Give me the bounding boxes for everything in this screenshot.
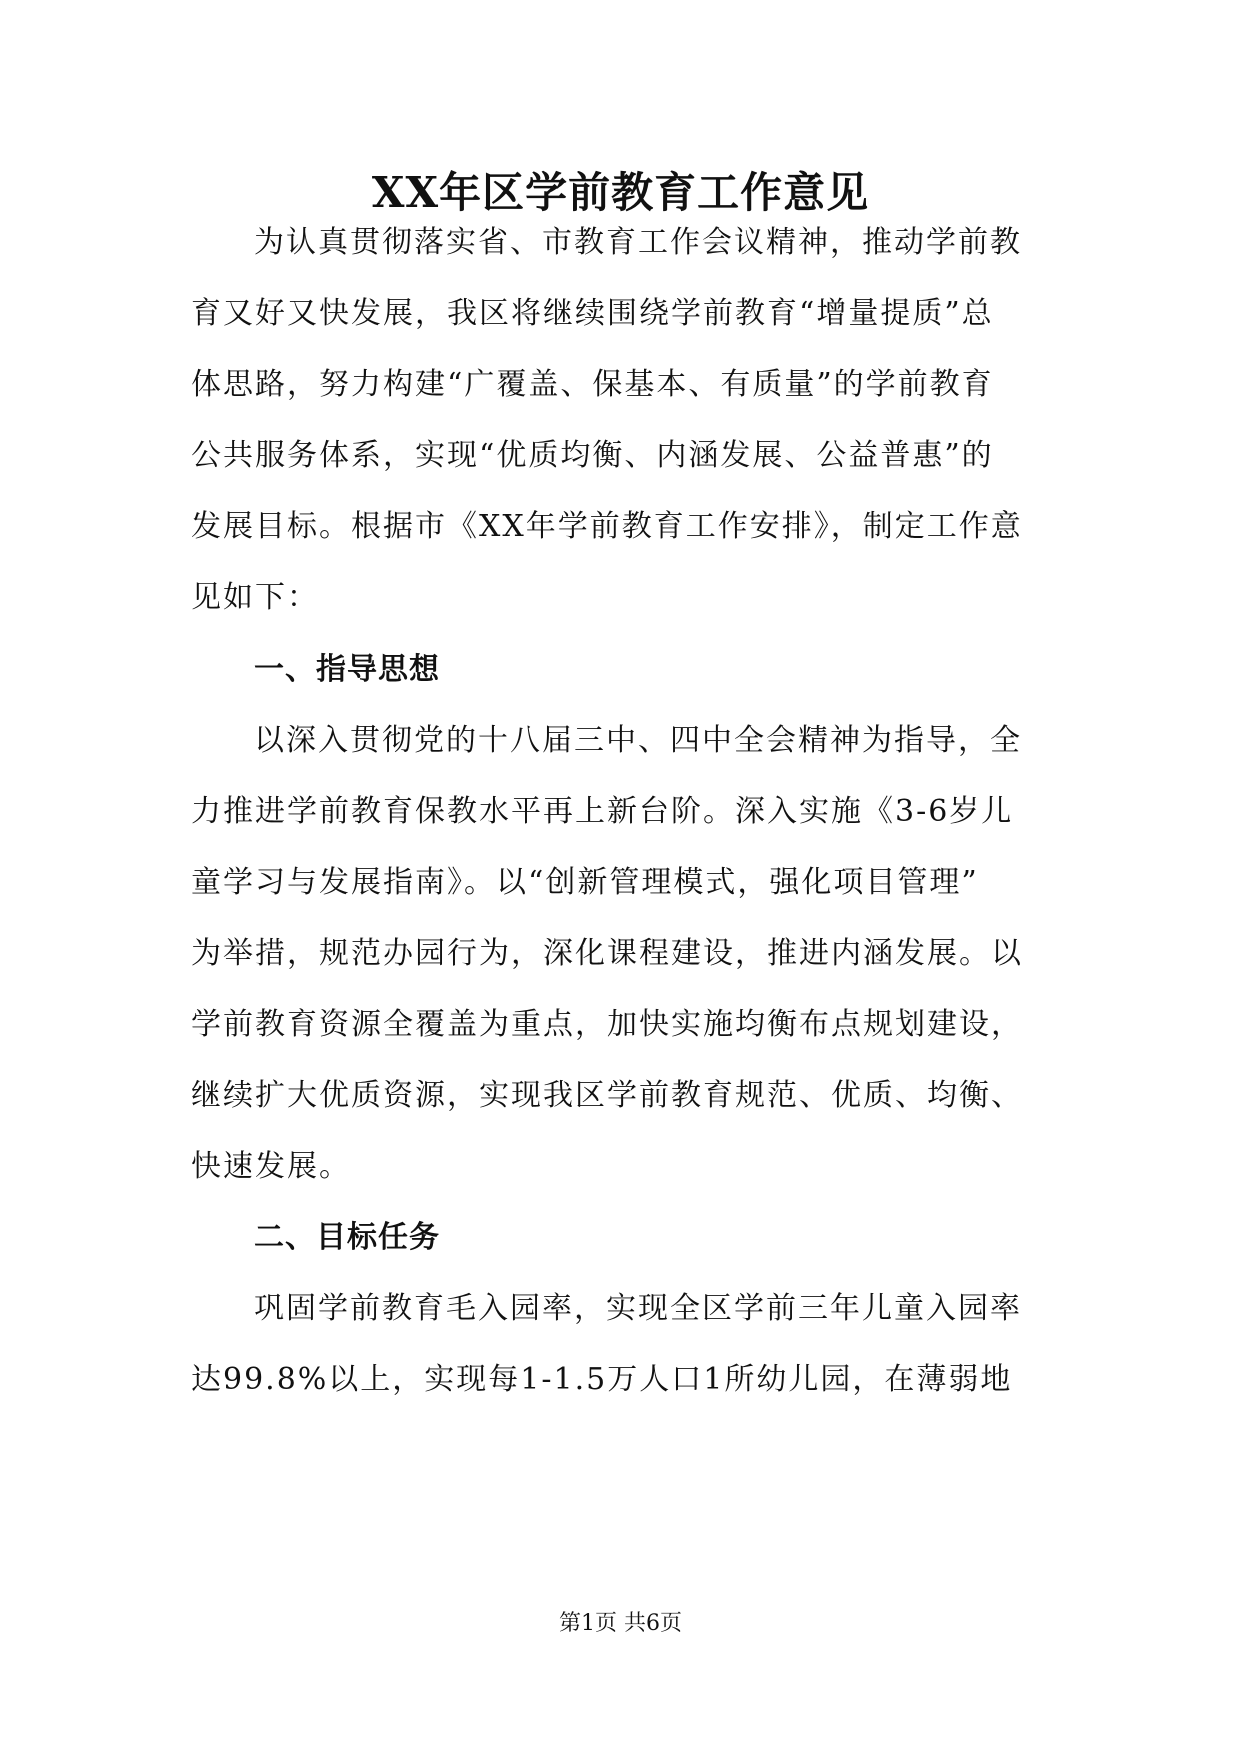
- section1-line-3: 童学习与发展指南》。以“创新管理模式，强化项目管理”: [191, 865, 979, 900]
- intro-line-6: 见如下：: [191, 580, 319, 615]
- section1-line-4: 为举措，规范办园行为，深化课程建设，推进内涵发展。以: [191, 936, 1023, 971]
- document-title: XX年区学前教育工作意见: [371, 168, 870, 217]
- intro-line-4: 公共服务体系，实现“优质均衡、内涵发展、公益普惠”的: [191, 438, 994, 473]
- page-footer: 第1页 共6页: [559, 1611, 682, 1636]
- intro-line-3: 体思路，努力构建“广覆盖、保基本、有质量”的学前教育: [191, 367, 994, 402]
- section1-line-1: 以深入贯彻党的十八届三中、四中全会精神为指导，全: [254, 723, 1022, 758]
- intro-line-5: 发展目标。根据市《XX年学前教育工作安排》，制定工作意: [191, 509, 1023, 544]
- section2-line-1: 巩固学前教育毛入园率，实现全区学前三年儿童入园率: [254, 1291, 1022, 1326]
- section2-line-2: 达99.8%以上，实现每1-1.5万人口1所幼儿园，在薄弱地: [191, 1362, 1013, 1397]
- section1-line-2: 力推进学前教育保教水平再上新台阶。深入实施《3-6岁儿: [191, 794, 1014, 829]
- section1-line-7: 快速发展。: [191, 1149, 351, 1184]
- intro-line-1: 为认真贯彻落实省、市教育工作会议精神，推动学前教: [254, 225, 1022, 260]
- intro-line-2: 育又好又快发展，我区将继续围绕学前教育“增量提质”总: [191, 296, 994, 331]
- section1-line-5: 学前教育资源全覆盖为重点，加快实施均衡布点规划建设，: [191, 1007, 1023, 1042]
- section1-line-6: 继续扩大优质资源，实现我区学前教育规范、优质、均衡、: [191, 1078, 1023, 1113]
- section-heading-goals-tasks: 二、目标任务: [254, 1220, 440, 1255]
- section-heading-guiding-thought: 一、指导思想: [254, 652, 440, 687]
